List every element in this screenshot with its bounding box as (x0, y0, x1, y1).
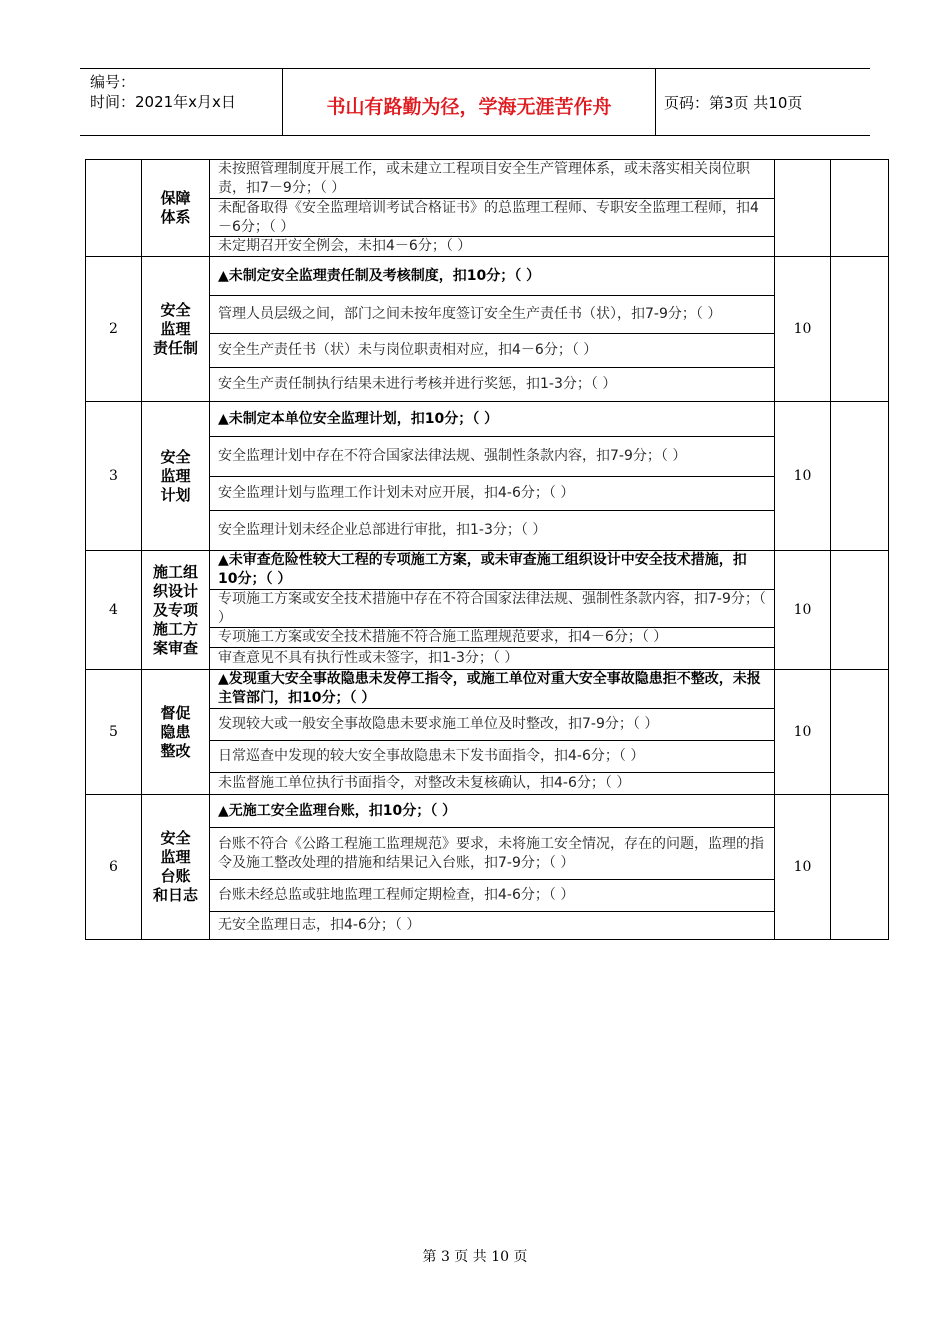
criterion-item (210, 740, 774, 772)
criterion-text: 专项施工方案或安全技术措施不符合施工监理规范要求，扣4－6分；（ ） (218, 629, 668, 645)
criterion-text: 安全监理计划未经企业总部进行审批，扣1-3分；（ ） (218, 522, 547, 538)
criterion-item (210, 198, 774, 236)
criterion-text: ▲无施工安全监理台账，扣10分；（ ） (218, 802, 457, 819)
row-result-cell (831, 402, 889, 551)
criterion-item (210, 627, 774, 647)
header-bottom-rule (80, 135, 870, 136)
criterion-item (210, 589, 774, 627)
header-meta (90, 72, 236, 112)
criterion-text: 未按照管理制度开展工作，或未建立工程项目安全生产管理体系，或未落实相关岗位职责，扣7－9分；（ ） (218, 161, 750, 196)
row-score (775, 160, 831, 257)
row-criteria (210, 670, 775, 795)
criterion-text: 未定期召开安全例会，未扣4－6分；（ ） (218, 238, 472, 254)
criterion-item (210, 476, 774, 510)
criterion-text: 未监督施工单位执行书面指令，对整改未复核确认，扣4-6分；（ ） (218, 775, 631, 791)
row-category: 施工组 织设计 及专项 施工方 案审查 (142, 551, 210, 670)
row-criteria (210, 551, 775, 670)
header-page-label: 页码：第3页 共10页 (664, 94, 803, 112)
row-category: 督促 隐患 整改 (142, 670, 210, 795)
criterion-item (210, 795, 774, 827)
criterion-item (210, 827, 774, 879)
row-category: 安全 监理 计划 (142, 402, 210, 551)
table-row (86, 402, 889, 551)
row-criteria (210, 795, 775, 940)
row-result-cell (831, 795, 889, 940)
criterion-item (210, 295, 774, 333)
criterion-text: 安全生产责任书（状）未与岗位职责相对应，扣4－6分；（ ） (218, 342, 598, 358)
criterion-text: 管理人员层级之间，部门之间未按年度签订安全生产责任书（状），扣7-9分；（ ） (218, 306, 722, 322)
row-result-cell (831, 160, 889, 257)
row-number: 4 (86, 551, 142, 670)
row-number: 6 (86, 795, 142, 940)
criterion-text: 发现较大或一般安全事故隐患未要求施工单位及时整改，扣7-9分；（ ） (218, 716, 659, 732)
row-score: 10 (775, 402, 831, 551)
row-number: 3 (86, 402, 142, 551)
row-number: 2 (86, 257, 142, 402)
criterion-text: 日常巡查中发现的较大安全事故隐患未下发书面指令，扣4-6分；（ ） (218, 748, 645, 764)
criterion-item (210, 708, 774, 740)
criterion-item (210, 647, 774, 669)
date-label: 时间：2021年x月x日 (90, 93, 236, 111)
table-row (86, 551, 889, 670)
evaluation-table (85, 159, 889, 940)
table-row (86, 795, 889, 940)
header-divider (655, 68, 656, 135)
criterion-item (210, 236, 774, 256)
row-criteria (210, 257, 775, 402)
criterion-item (210, 257, 774, 295)
row-category: 保障 体系 (142, 160, 210, 257)
criterion-item (210, 670, 774, 708)
criterion-item (210, 911, 774, 939)
criterion-text: ▲未制定本单位安全监理计划，扣10分；（ ） (218, 410, 499, 427)
criterion-text: 台账不符合《公路工程施工监理规范》要求，未将施工安全情况，存在的问题，监理的指令及施工整改处理的措施和结果记入台账，扣7-9分；（ ） (218, 835, 764, 871)
header-top-rule (80, 68, 870, 69)
row-category: 安全 监理 责任制 (142, 257, 210, 402)
page-footer: 第 3 页 共 10 页 (422, 1249, 528, 1265)
row-criteria (210, 402, 775, 551)
criterion-item (210, 367, 774, 401)
criterion-item (210, 402, 774, 436)
row-criteria (210, 160, 775, 257)
row-score: 10 (775, 795, 831, 940)
criterion-text: 台账未经总监或驻地监理工程师定期检查，扣4-6分；（ ） (218, 887, 575, 903)
criterion-text: 审查意见不具有执行性或未签字，扣1-3分；（ ） (218, 650, 519, 666)
criterion-text: 安全生产责任制执行结果未进行考核并进行奖惩，扣1-3分；（ ） (218, 376, 617, 392)
criterion-item (210, 160, 774, 198)
criterion-text: ▲未制定安全监理责任制及考核制度，扣10分；（ ） (218, 267, 541, 284)
criterion-item (210, 879, 774, 911)
row-result-cell (831, 551, 889, 670)
criterion-item (210, 510, 774, 550)
table-row (86, 257, 889, 402)
header-motto: 书山有路勤为径，学海无涯苦作舟 (326, 96, 612, 118)
row-result-cell (831, 670, 889, 795)
criterion-text: 无安全监理日志，扣4-6分；（ ） (218, 917, 421, 933)
row-score: 10 (775, 257, 831, 402)
row-number: 5 (86, 670, 142, 795)
criterion-item (210, 436, 774, 476)
row-number (86, 160, 142, 257)
criterion-text: 未配备取得《安全监理培训考试合格证书》的总监理工程师、专职安全监理工程师，扣4－6分；（ ） (218, 199, 759, 235)
criterion-text: ▲未审查危险性较大工程的专项施工方案，或未审查施工组织设计中安全技术措施，扣10分；（ ） (218, 552, 747, 587)
criterion-item (210, 551, 774, 589)
number-label: 编号： (90, 73, 136, 91)
criterion-item (210, 333, 774, 367)
row-result-cell (831, 257, 889, 402)
row-score: 10 (775, 551, 831, 670)
table-row (86, 670, 889, 795)
criterion-item (210, 772, 774, 794)
row-category: 安全 监理 台账 和日志 (142, 795, 210, 940)
criterion-text: 安全监理计划中存在不符合国家法律法规、强制性条款内容，扣7-9分；（ ） (218, 448, 687, 464)
criterion-text: ▲发现重大安全事故隐患未发停工指令，或施工单位对重大安全事故隐患拒不整改，未报主管部门，扣10分；（ ） (218, 671, 761, 706)
row-score: 10 (775, 670, 831, 795)
table-row (86, 160, 889, 257)
criterion-text: 专项施工方案或安全技术措施中存在不符合国家法律法规、强制性条款内容，扣7-9分；（ ） (218, 590, 766, 626)
criterion-text: 安全监理计划与监理工作计划未对应开展，扣4-6分；（ ） (218, 485, 575, 501)
